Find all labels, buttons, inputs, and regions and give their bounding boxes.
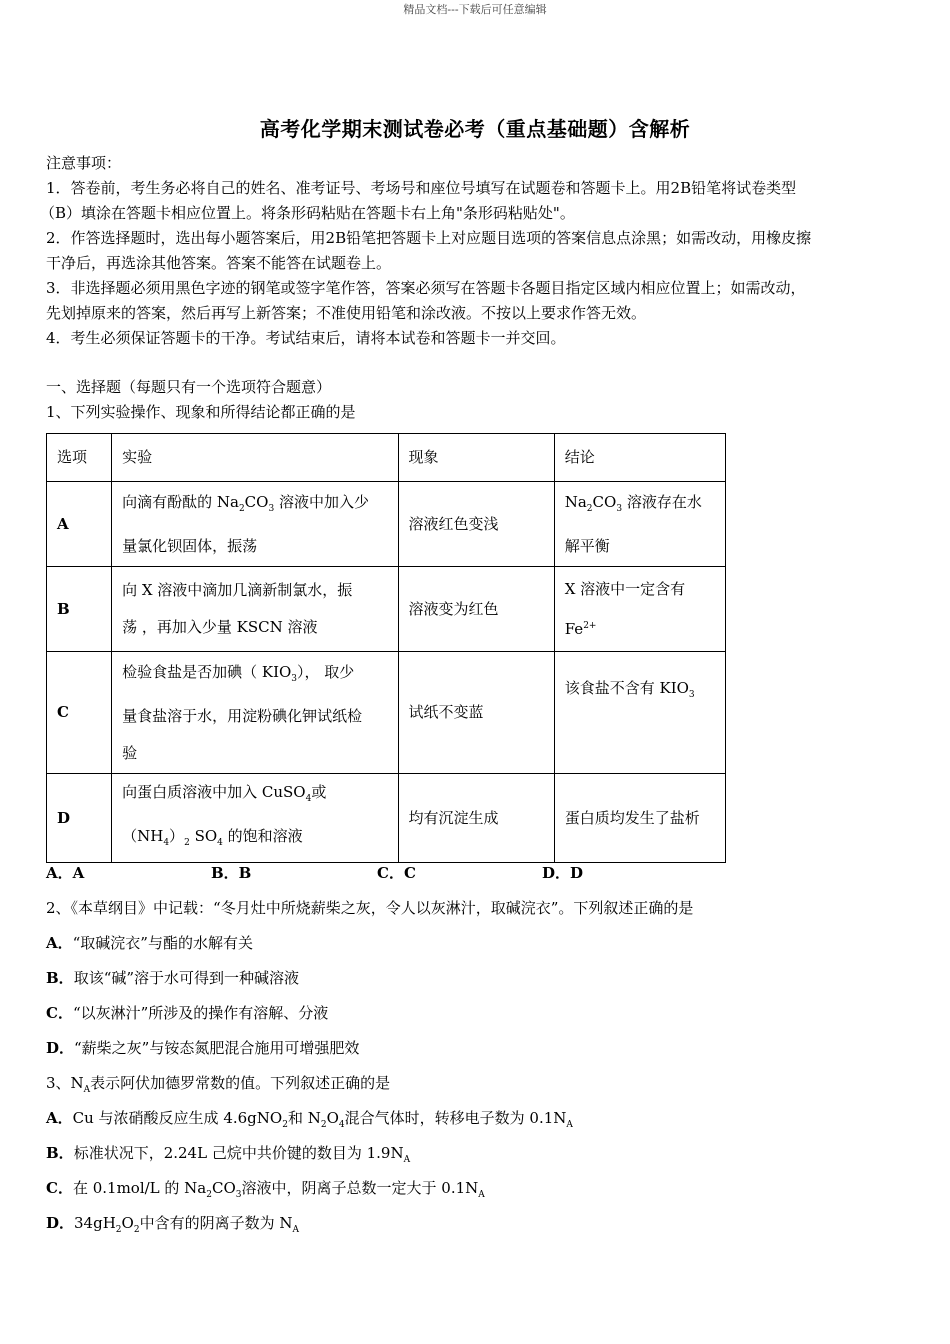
- row-option: B: [47, 567, 112, 652]
- row-phenomenon: 溶液变为红色: [398, 567, 554, 652]
- question-2-option: C．“以灰淋汁”所涉及的操作有溶解、分液: [46, 1004, 329, 1022]
- page-title: 高考化学期末测试卷必考（重点基础题）含解析: [259, 117, 691, 141]
- question-3-option: B．标准状况下，2.24L 己烷中共价键的数目为 $1.9N_A$: [46, 1144, 411, 1165]
- row-conclusion: 该食盐不含有 $KIO_3$: [554, 652, 725, 774]
- question-2-option: B．取该“碱”溶于水可得到一种碱溶液: [46, 969, 300, 987]
- header-experiment: 实验: [112, 434, 398, 482]
- row-conclusion: X 溶液中一定含有 $Fe^{2+}$: [554, 567, 725, 652]
- row-experiment: 检验食盐是否加碘（ $KIO_3$）， 取少 量食盐溶于水，用淀粉碘化钾试纸检 验: [112, 652, 398, 774]
- question-1-stem: 1、下列实验操作、现象和所得结论都正确的是: [46, 403, 356, 421]
- row-phenomenon: 溶液红色变浅: [398, 482, 554, 567]
- page-header: 精品文档---下载后可任意编辑: [403, 3, 547, 16]
- notice-line: 2．作答选择题时，选出每小题答案后，用2B铅笔把答题卡上对应题目选项的答案信息点涂黑；如需改动，用橡皮擦: [46, 229, 812, 247]
- row-phenomenon: 均有沉淀生成: [398, 774, 554, 863]
- question-3-option: C．在 0.1mol/L 的 $Na_2CO_3$溶液中，阴离子总数一定大于 $0.1N_A$: [46, 1179, 485, 1200]
- header-phenomenon: 现象: [398, 434, 554, 482]
- header-option: 选项: [47, 434, 112, 482]
- row-option: A: [47, 482, 112, 567]
- question-2-option: A．“取碱浣衣”与酯的水解有关: [46, 934, 253, 952]
- notice-line: 4．考生必须保证答题卡的干净。考试结束后，请将本试卷和答题卡一并交回。: [46, 329, 566, 347]
- choice-b: B．B: [211, 864, 252, 882]
- row-option: C: [47, 652, 112, 774]
- question-3-option: A．Cu 与浓硝酸反应生成 4.6gNO$_2$和 $N_2O_4$混合气体时，转移电子数为 $0.1N_A$: [46, 1109, 573, 1130]
- notice-line: 1．答卷前，考生务必将自己的姓名、准考证号、考场号和座位号填写在试题卷和答题卡上。用2B铅笔将试卷类型: [46, 179, 797, 197]
- notice-heading: 注意事项：: [46, 154, 122, 172]
- row-conclusion: $Na_2CO_3$ 溶液存在水 解平衡: [554, 482, 725, 567]
- row-option: D: [47, 774, 112, 863]
- row-experiment: 向滴有酚酞的 $Na_2CO_3$ 溶液中加入少 量氯化钡固体，振荡: [112, 482, 398, 567]
- row-experiment: 向蛋白质溶液中加入 CuSO$_4$或 $(NH_4)_2$ $SO_4$ 的饱和溶液: [112, 774, 398, 863]
- question-1-table: [46, 433, 726, 863]
- header-conclusion: 结论: [554, 434, 725, 482]
- row-conclusion: 蛋白质均发生了盐析: [554, 774, 725, 863]
- row-phenomenon: 试纸不变蓝: [398, 652, 554, 774]
- notice-line: 干净后，再选涂其他答案。答案不能答在试题卷上。: [46, 254, 392, 272]
- row-experiment: 向 X 溶液中滴加几滴新制氯水，振 荡 ，再加入少量 KSCN 溶液: [112, 567, 398, 652]
- notice-line: （B）填涂在答题卡相应位置上。将条形码粘贴在答题卡右上角"条形码粘贴处"。: [40, 204, 575, 222]
- table-row: [47, 567, 726, 652]
- table-header-row: [47, 434, 726, 482]
- table-row: [47, 482, 726, 567]
- section-heading: 一、选择题（每题只有一个选项符合题意）: [46, 378, 332, 396]
- table-row: [47, 652, 726, 774]
- table-row: [47, 774, 726, 863]
- question-1-choices: [46, 862, 746, 882]
- choice-a: A．A: [46, 864, 85, 882]
- notice-line: 3．非选择题必须用黑色字迹的钢笔或签字笔作答，答案必须写在答题卡各题目指定区域内相应位置上；如需改动，: [46, 279, 806, 297]
- choice-d: D．D: [542, 864, 584, 882]
- question-2-option: D．“薪柴之灰”与铵态氮肥混合施用可增强肥效: [46, 1039, 360, 1057]
- question-3-option: D．$34gH_2O_2$中含有的阴离子数为 $N_A$: [46, 1214, 299, 1235]
- question-2-stem: 2、《本草纲目》中记载：“冬月灶中所烧薪柴之灰，令人以灰淋汁，取碱浣衣”。下列叙述正确的是: [46, 899, 694, 917]
- question-3-stem: 3、$N_A$表示阿伏加德罗常数的值。下列叙述正确的是: [46, 1074, 391, 1095]
- notice-line: 先划掉原来的答案，然后再写上新答案；不准使用铅笔和涂改液。不按以上要求作答无效。: [46, 304, 647, 322]
- choice-c: C．C: [377, 864, 416, 882]
